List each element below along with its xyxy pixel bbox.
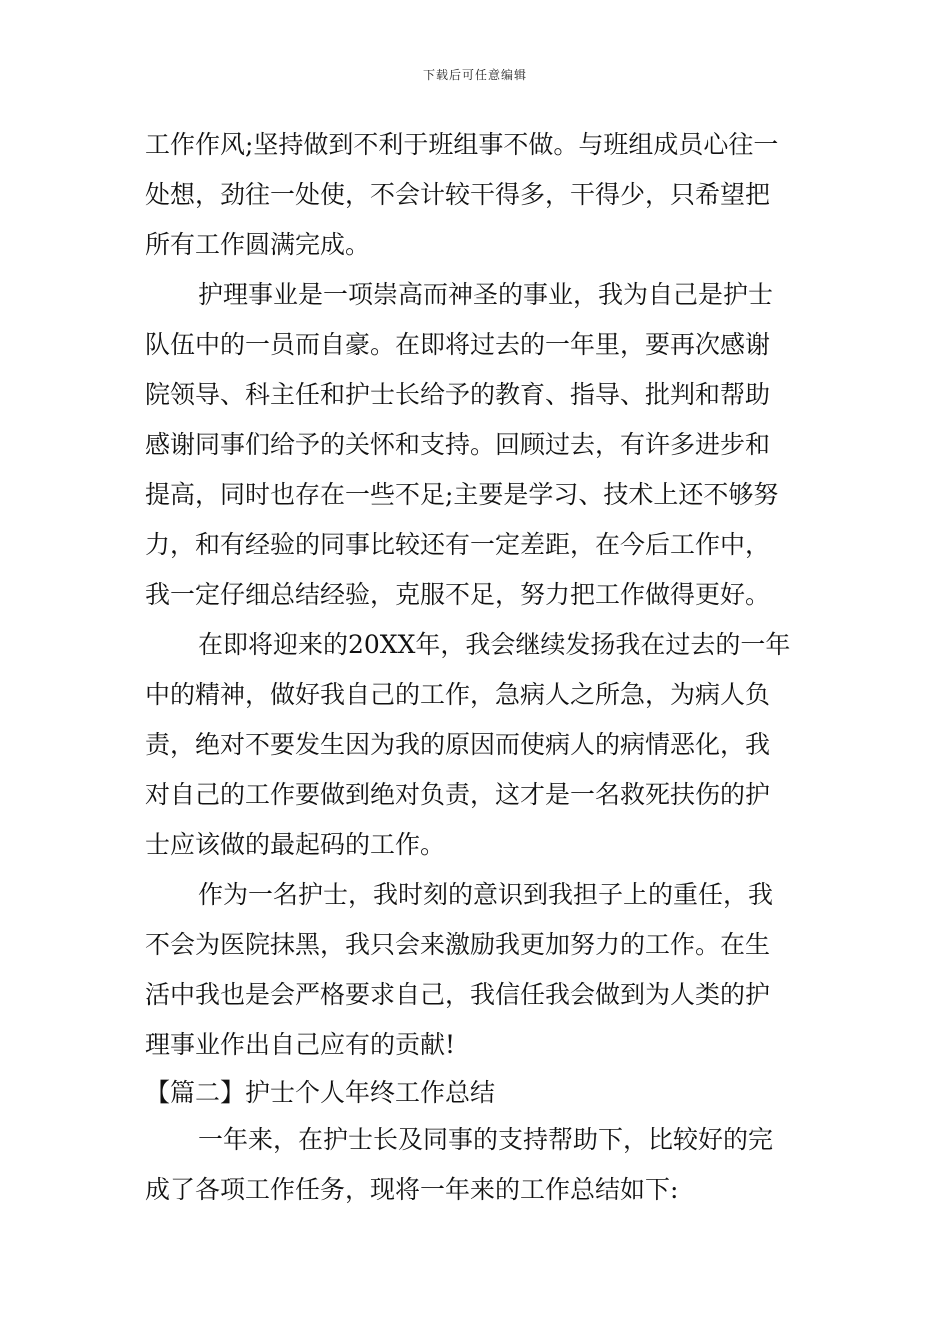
paragraph	[145, 120, 810, 270]
text-line: 提高，同时也存在一些不足;主要是学习、技术上还不够努	[145, 480, 779, 509]
text-line: 一年来，在护士长及同事的支持帮助下，比较好的完	[198, 1125, 774, 1154]
text-line: 院领导、科主任和护士长给予的教育、指导、批判和帮助	[145, 380, 771, 409]
text-line: 理事业作出自己应有的贡献!	[145, 1030, 456, 1059]
text-line: 不会为医院抹黑，我只会来激励我更加努力的工作。在生	[145, 930, 771, 959]
text-line: 感谢同事们给予的关怀和支持。回顾过去，有许多进步和	[145, 430, 771, 459]
text-line: 对自己的工作要做到绝对负责，这才是一名救死扶伤的护	[145, 780, 771, 809]
paragraph	[145, 1115, 810, 1215]
text-line: 活中我也是会严格要求自己，我信任我会做到为人类的护	[145, 980, 771, 1009]
document-body	[145, 120, 810, 1215]
text-line: 成了各项工作任务，现将一年来的工作总结如下:	[145, 1175, 679, 1204]
text-line: 我一定仔细总结经验，克服不足，努力把工作做得更好。	[145, 580, 771, 609]
text-line: 工作作风;坚持做到不利于班组事不做。与班组成员心往一	[145, 130, 779, 159]
text-line: 士应该做的最起码的工作。	[145, 830, 446, 859]
paragraph	[145, 870, 810, 1070]
section-heading: 【篇二】护士个人年终工作总结	[145, 1078, 496, 1107]
text-line: 力，和有经验的同事比较还有一定差距，在今后工作中，	[145, 530, 771, 559]
paragraph	[145, 270, 810, 620]
text-line: 队伍中的一员而自豪。在即将过去的一年里，要再次感谢	[145, 330, 771, 359]
text-line: 责，绝对不要发生因为我的原因而使病人的病情恶化，我	[145, 730, 771, 759]
text-line: 作为一名护士，我时刻的意识到我担子上的重任，我	[198, 880, 774, 909]
page-header: 下载后可任意编辑	[422, 68, 527, 82]
text-line: 护理事业是一项崇高而神圣的事业，我为自己是护士	[198, 280, 774, 309]
text-line: 处想，劲往一处使，不会计较干得多，干得少，只希望把	[145, 180, 771, 209]
text-line: 在即将迎来的20XX年，我会继续发扬我在过去的一年	[198, 630, 791, 659]
text-line: 所有工作圆满完成。	[145, 230, 371, 259]
text-line: 中的精神，做好我自己的工作，急病人之所急，为病人负	[145, 680, 771, 709]
paragraph	[145, 620, 810, 870]
